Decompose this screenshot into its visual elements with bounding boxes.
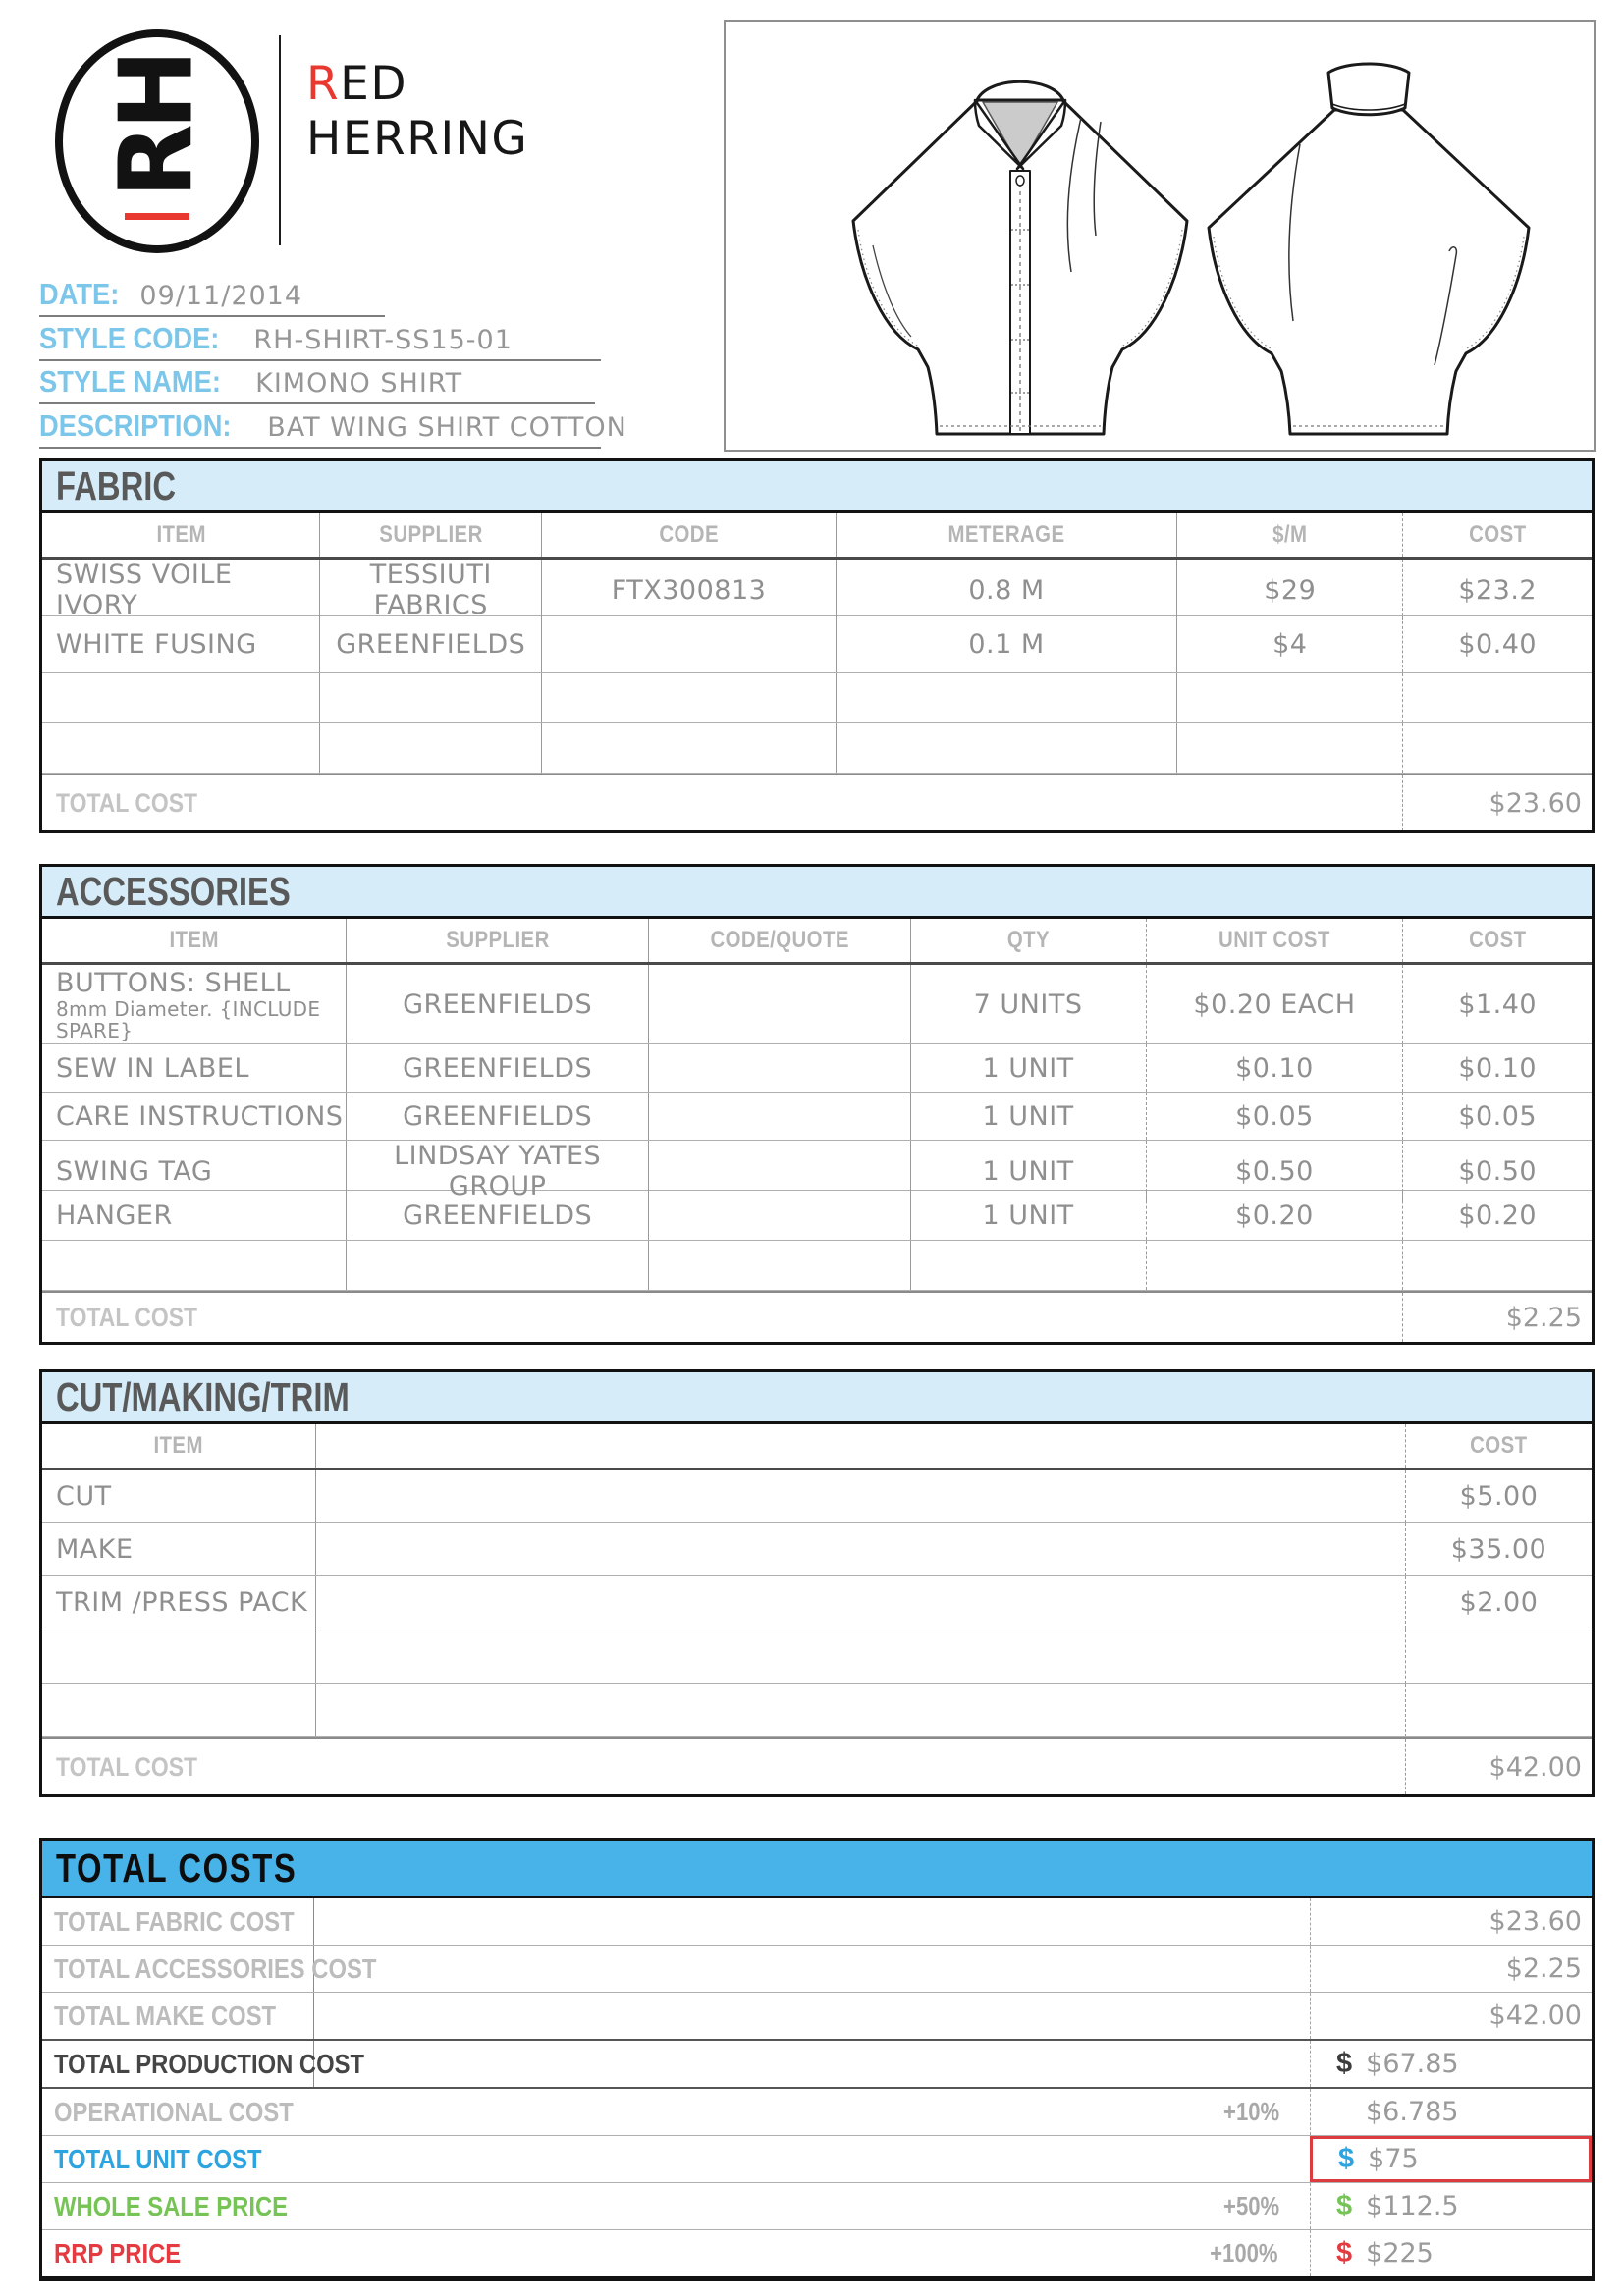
date-label: DATE: bbox=[39, 277, 120, 311]
col-code: CODE bbox=[541, 513, 836, 557]
col-supplier: SUPPLIER bbox=[319, 513, 541, 557]
table-row bbox=[42, 1241, 1592, 1291]
fabric-section-header bbox=[42, 461, 1592, 513]
brand-divider bbox=[279, 35, 281, 245]
table-row: SWISS VOILE IVORY TESSIUTI FABRICS FTX300813 0.8 M $29 $23.2 bbox=[42, 560, 1592, 616]
table-row: CUT $5.00 bbox=[42, 1470, 1592, 1523]
fabric-total-row bbox=[42, 774, 1592, 830]
col-item: ITEM bbox=[153, 1432, 204, 1459]
style-name-value: KIMONO SHIRT bbox=[255, 368, 463, 399]
dollar-icon: $ bbox=[1336, 2190, 1353, 2221]
total-costs-table bbox=[39, 1838, 1595, 2281]
table-row: SEW IN LABEL GREENFIELDS 1 UNIT $0.10 $0.10 bbox=[42, 1044, 1592, 1093]
back-view-sketch bbox=[1209, 64, 1529, 434]
table-row: RRP PRICE +100% $ $225 bbox=[42, 2230, 1592, 2276]
table-row: CARE INSTRUCTIONS GREENFIELDS 1 UNIT $0.05 $0.05 bbox=[42, 1093, 1592, 1141]
brand-name bbox=[306, 57, 528, 168]
col-unit-cost: UNIT COST bbox=[1146, 919, 1403, 962]
accessories-column-headers bbox=[42, 919, 1592, 965]
col-cost: COST bbox=[1402, 513, 1592, 557]
accessories-table bbox=[39, 864, 1595, 1345]
cut-total-value: $42.00 bbox=[1405, 1739, 1592, 1794]
dollar-icon: $ bbox=[1336, 2048, 1353, 2079]
table-row: WHOLE SALE PRICE +50% $ $112.5 bbox=[42, 2183, 1592, 2230]
garment-sketch-panel bbox=[724, 20, 1596, 452]
accessories-title: ACCESSORIES bbox=[56, 868, 291, 914]
fabric-total-value: $23.60 bbox=[1402, 775, 1592, 830]
meta-field-style-name bbox=[39, 364, 595, 404]
meta-field-date bbox=[39, 277, 385, 317]
button-icon bbox=[1016, 176, 1024, 186]
date-value: 09/11/2014 bbox=[139, 281, 303, 311]
cut-total-label: TOTAL COST bbox=[56, 1751, 198, 1782]
brand-initial: R bbox=[306, 57, 341, 111]
accessories-total-row bbox=[42, 1291, 1592, 1342]
table-row bbox=[42, 1629, 1592, 1684]
table-row: SWING TAG LINDSAY YATES GROUP 1 UNIT $0.50 $0.50 bbox=[42, 1141, 1592, 1191]
cut-section-header bbox=[42, 1372, 1592, 1424]
cut-making-trim-table bbox=[39, 1369, 1595, 1797]
fabric-column-headers bbox=[42, 513, 1592, 560]
fabric-title: FABRIC bbox=[56, 462, 177, 508]
total-costs-title: TOTAL COSTS bbox=[56, 1844, 298, 1891]
dollar-icon: $ bbox=[1338, 2143, 1355, 2174]
col-per-m: $/M bbox=[1176, 513, 1402, 557]
col-item: ITEM bbox=[156, 521, 206, 548]
meta-field-style-code bbox=[39, 321, 601, 361]
garment-sketch bbox=[726, 22, 1594, 450]
col-meterage: METERAGE bbox=[836, 513, 1176, 557]
table-row bbox=[42, 673, 1592, 723]
table-row: BUTTONS: SHELL 8mm Diameter. {INCLUDE SPARE} GREENFIELDS 7 UNITS $0.20 EACH $1.40 bbox=[42, 965, 1592, 1044]
table-row: MAKE $35.00 bbox=[42, 1523, 1592, 1576]
col-cost: COST bbox=[1402, 919, 1592, 962]
dollar-icon: $ bbox=[1336, 2237, 1353, 2269]
style-name-label: STYLE NAME: bbox=[39, 364, 221, 399]
table-row bbox=[42, 1684, 1592, 1737]
table-row: TOTAL UNIT COST $ $75 bbox=[42, 2136, 1592, 2183]
brand-name-line1 bbox=[306, 57, 528, 112]
fabric-total-label: TOTAL COST bbox=[56, 787, 198, 818]
col-supplier: SUPPLIER bbox=[346, 919, 648, 962]
meta-field-description bbox=[39, 408, 627, 449]
style-code-value: RH-SHIRT-SS15-01 bbox=[253, 325, 513, 355]
brand-logo bbox=[55, 29, 259, 253]
brand-name-line2: HERRING bbox=[306, 112, 529, 167]
logo-red-underline bbox=[125, 213, 189, 220]
cut-total-row bbox=[42, 1737, 1592, 1794]
table-row bbox=[42, 723, 1592, 774]
table-row: TOTAL FABRIC COST $23.60 bbox=[42, 1898, 1592, 1946]
table-row: OPERATIONAL COST +10% $6.785 bbox=[42, 2087, 1592, 2136]
highlighted-unit-cost: $ $75 bbox=[1310, 2136, 1592, 2182]
accessories-total-value: $2.25 bbox=[1402, 1293, 1592, 1342]
table-row: TRIM /PRESS PACK $2.00 bbox=[42, 1576, 1592, 1629]
col-item: ITEM bbox=[169, 927, 219, 953]
table-row: HANGER GREENFIELDS 1 UNIT $0.20 $0.20 bbox=[42, 1191, 1592, 1241]
accessories-total-label: TOTAL COST bbox=[56, 1302, 198, 1332]
col-qty: QTY bbox=[910, 919, 1146, 962]
table-row: TOTAL ACCESSORIES COST $2.25 bbox=[42, 1946, 1592, 1993]
col-blank bbox=[315, 1424, 1405, 1468]
table-row: WHITE FUSING GREENFIELDS 0.1 M $4 $0.40 bbox=[42, 616, 1592, 673]
table-row: TOTAL PRODUCTION COST $ $67.85 bbox=[42, 2039, 1592, 2088]
fabric-table bbox=[39, 458, 1595, 833]
cut-title: CUT/MAKING/TRIM bbox=[56, 1373, 350, 1419]
rh-monogram-icon: RH bbox=[98, 55, 216, 198]
table-row: TOTAL MAKE COST $42.00 bbox=[42, 1993, 1592, 2040]
total-costs-section-header bbox=[42, 1841, 1592, 1898]
front-view-sketch bbox=[853, 81, 1187, 434]
description-label: DESCRIPTION: bbox=[39, 408, 232, 443]
style-code-label: STYLE CODE: bbox=[39, 321, 220, 355]
cut-column-headers bbox=[42, 1424, 1592, 1470]
accessories-section-header bbox=[42, 867, 1592, 919]
brand-line1-rest: ED bbox=[340, 57, 408, 111]
description-value: BAT WING SHIRT COTTON bbox=[267, 412, 627, 443]
col-code-quote: CODE/QUOTE bbox=[648, 919, 910, 962]
col-cost: COST bbox=[1405, 1424, 1592, 1468]
